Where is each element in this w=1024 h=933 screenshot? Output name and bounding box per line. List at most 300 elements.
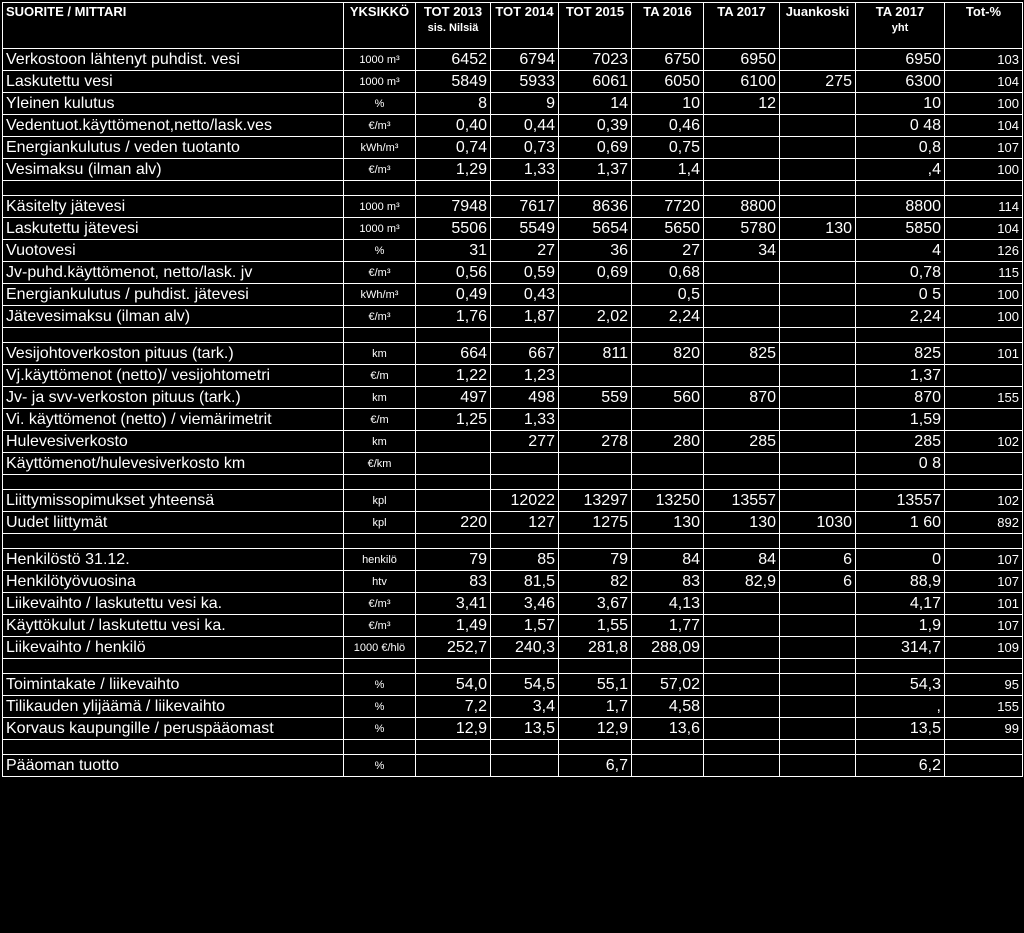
value-cell-ta2016: 1,4 bbox=[632, 159, 704, 181]
empty-cell bbox=[945, 740, 1023, 755]
value-cell-t2014: 12022 bbox=[491, 490, 559, 512]
empty-cell bbox=[945, 328, 1023, 343]
value-cell-totpct: 100 bbox=[945, 306, 1023, 328]
value-cell-ta2017 bbox=[704, 284, 780, 306]
value-cell-t2014: 240,3 bbox=[491, 637, 559, 659]
row-unit: htv bbox=[344, 571, 416, 593]
empty-cell bbox=[3, 534, 344, 549]
row-unit: kpl bbox=[344, 512, 416, 534]
value-cell-t2015: 1,55 bbox=[559, 615, 632, 637]
value-cell-t2014: 1,57 bbox=[491, 615, 559, 637]
value-cell-t2014: 1,33 bbox=[491, 409, 559, 431]
value-cell-juankoski: 1030 bbox=[780, 512, 856, 534]
row-unit: % bbox=[344, 240, 416, 262]
value-cell-totpct: 100 bbox=[945, 284, 1023, 306]
row-label: Henkilöstö 31.12. bbox=[3, 549, 344, 571]
value-cell-juankoski bbox=[780, 93, 856, 115]
row-unit: €/m bbox=[344, 365, 416, 387]
row-label: Liittymissopimukset yhteensä bbox=[3, 490, 344, 512]
value-cell-ta2017yht: 4,17 bbox=[856, 593, 945, 615]
row-unit: €/m³ bbox=[344, 115, 416, 137]
row-unit: % bbox=[344, 755, 416, 777]
value-cell-t2013: 252,7 bbox=[416, 637, 491, 659]
value-cell-ta2017: 825 bbox=[704, 343, 780, 365]
value-cell-ta2017 bbox=[704, 718, 780, 740]
value-cell-ta2017yht: 1,59 bbox=[856, 409, 945, 431]
empty-cell bbox=[945, 534, 1023, 549]
value-cell-t2013: 6452 bbox=[416, 49, 491, 71]
value-cell-t2015: 281,8 bbox=[559, 637, 632, 659]
value-cell-ta2017: 6100 bbox=[704, 71, 780, 93]
value-cell-juankoski bbox=[780, 284, 856, 306]
value-cell-ta2017: 5780 bbox=[704, 218, 780, 240]
value-cell-ta2017yht: , bbox=[856, 696, 945, 718]
value-cell-t2013: 31 bbox=[416, 240, 491, 262]
table-row bbox=[3, 409, 1023, 431]
value-cell-totpct: 104 bbox=[945, 115, 1023, 137]
row-unit: 1000 €/hlö bbox=[344, 637, 416, 659]
empty-cell bbox=[344, 328, 416, 343]
value-cell-t2015: 278 bbox=[559, 431, 632, 453]
value-cell-t2015: 14 bbox=[559, 93, 632, 115]
value-cell-juankoski bbox=[780, 615, 856, 637]
table-row bbox=[3, 343, 1023, 365]
empty-cell bbox=[704, 659, 780, 674]
value-cell-ta2016: 6050 bbox=[632, 71, 704, 93]
value-cell-t2013: 12,9 bbox=[416, 718, 491, 740]
value-cell-ta2016: 7720 bbox=[632, 196, 704, 218]
value-cell-t2013: 664 bbox=[416, 343, 491, 365]
value-cell-t2015: 6061 bbox=[559, 71, 632, 93]
table-row bbox=[3, 674, 1023, 696]
row-unit: kWh/m³ bbox=[344, 137, 416, 159]
value-cell-ta2017yht: 0 5 bbox=[856, 284, 945, 306]
value-cell-t2015: 79 bbox=[559, 549, 632, 571]
value-cell-ta2017yht: 10 bbox=[856, 93, 945, 115]
value-cell-ta2017yht: 1,37 bbox=[856, 365, 945, 387]
value-cell-t2013 bbox=[416, 490, 491, 512]
value-cell-t2014: 3,46 bbox=[491, 593, 559, 615]
row-unit: 1000 m³ bbox=[344, 71, 416, 93]
value-cell-totpct: 103 bbox=[945, 49, 1023, 71]
empty-cell bbox=[3, 181, 344, 196]
value-cell-juankoski bbox=[780, 718, 856, 740]
value-cell-juankoski bbox=[780, 490, 856, 512]
empty-cell bbox=[856, 328, 945, 343]
empty-cell bbox=[559, 659, 632, 674]
value-cell-t2015: 1275 bbox=[559, 512, 632, 534]
value-cell-t2015: 13297 bbox=[559, 490, 632, 512]
value-cell-totpct bbox=[945, 409, 1023, 431]
empty-cell bbox=[344, 181, 416, 196]
value-cell-t2014: 498 bbox=[491, 387, 559, 409]
value-cell-totpct: 101 bbox=[945, 343, 1023, 365]
value-cell-t2015 bbox=[559, 284, 632, 306]
value-cell-ta2017yht: 314,7 bbox=[856, 637, 945, 659]
value-cell-ta2016: 0,75 bbox=[632, 137, 704, 159]
value-cell-t2013: 7,2 bbox=[416, 696, 491, 718]
value-cell-totpct: 104 bbox=[945, 71, 1023, 93]
value-cell-ta2017yht: 0 8 bbox=[856, 453, 945, 475]
empty-cell bbox=[416, 534, 491, 549]
value-cell-ta2017yht: 1 60 bbox=[856, 512, 945, 534]
table-row bbox=[3, 306, 1023, 328]
value-cell-t2013: 83 bbox=[416, 571, 491, 593]
value-cell-t2014: 667 bbox=[491, 343, 559, 365]
value-cell-ta2017 bbox=[704, 674, 780, 696]
empty-cell bbox=[780, 740, 856, 755]
value-cell-ta2017yht: 88,9 bbox=[856, 571, 945, 593]
header-measure: SUORITE / MITTARI bbox=[3, 3, 344, 49]
empty-cell bbox=[856, 659, 945, 674]
value-cell-ta2017 bbox=[704, 409, 780, 431]
value-cell-totpct: 892 bbox=[945, 512, 1023, 534]
empty-cell bbox=[704, 534, 780, 549]
value-cell-ta2017: 8800 bbox=[704, 196, 780, 218]
row-label: Käsitelty jätevesi bbox=[3, 196, 344, 218]
value-cell-totpct: 126 bbox=[945, 240, 1023, 262]
empty-cell bbox=[632, 659, 704, 674]
row-label: Liikevaihto / laskutettu vesi ka. bbox=[3, 593, 344, 615]
value-cell-t2014 bbox=[491, 453, 559, 475]
value-cell-juankoski bbox=[780, 196, 856, 218]
value-cell-juankoski bbox=[780, 137, 856, 159]
row-label: Energiankulutus / puhdist. jätevesi bbox=[3, 284, 344, 306]
value-cell-ta2017 bbox=[704, 159, 780, 181]
table-row bbox=[3, 115, 1023, 137]
row-unit: % bbox=[344, 93, 416, 115]
table-row bbox=[3, 365, 1023, 387]
header-ta-2017: TA 2017 bbox=[704, 3, 780, 49]
value-cell-ta2017: 84 bbox=[704, 549, 780, 571]
row-label: Vesijohtoverkoston pituus (tark.) bbox=[3, 343, 344, 365]
value-cell-ta2017yht: 54,3 bbox=[856, 674, 945, 696]
value-cell-ta2016: 5650 bbox=[632, 218, 704, 240]
value-cell-ta2016: 2,24 bbox=[632, 306, 704, 328]
row-label: Käyttömenot/hulevesiverkosto km bbox=[3, 453, 344, 475]
value-cell-ta2016: 0,5 bbox=[632, 284, 704, 306]
row-label: Laskutettu jätevesi bbox=[3, 218, 344, 240]
row-label: Toimintakate / liikevaihto bbox=[3, 674, 344, 696]
value-cell-t2015: 1,7 bbox=[559, 696, 632, 718]
value-cell-ta2017 bbox=[704, 615, 780, 637]
empty-cell bbox=[491, 740, 559, 755]
value-cell-t2015: 0,69 bbox=[559, 137, 632, 159]
row-label: Energiankulutus / veden tuotanto bbox=[3, 137, 344, 159]
value-cell-ta2016: 13,6 bbox=[632, 718, 704, 740]
spacer-row bbox=[3, 475, 1023, 490]
value-cell-t2013: 5849 bbox=[416, 71, 491, 93]
value-cell-totpct: 100 bbox=[945, 93, 1023, 115]
row-label: Vuotovesi bbox=[3, 240, 344, 262]
value-cell-ta2017 bbox=[704, 453, 780, 475]
empty-cell bbox=[416, 475, 491, 490]
value-cell-t2015 bbox=[559, 365, 632, 387]
value-cell-t2015 bbox=[559, 453, 632, 475]
value-cell-juankoski: 130 bbox=[780, 218, 856, 240]
row-label: Laskutettu vesi bbox=[3, 71, 344, 93]
value-cell-t2015: 3,67 bbox=[559, 593, 632, 615]
table-row bbox=[3, 490, 1023, 512]
value-cell-juankoski bbox=[780, 755, 856, 777]
value-cell-t2015: 8636 bbox=[559, 196, 632, 218]
value-cell-totpct bbox=[945, 365, 1023, 387]
value-cell-ta2017yht: 6,2 bbox=[856, 755, 945, 777]
value-cell-ta2017 bbox=[704, 593, 780, 615]
row-unit: €/m³ bbox=[344, 262, 416, 284]
value-cell-t2015: 559 bbox=[559, 387, 632, 409]
value-cell-juankoski bbox=[780, 453, 856, 475]
row-label: Liikevaihto / henkilö bbox=[3, 637, 344, 659]
empty-cell bbox=[632, 740, 704, 755]
row-label: Vesimaksu (ilman alv) bbox=[3, 159, 344, 181]
value-cell-t2015: 6,7 bbox=[559, 755, 632, 777]
value-cell-ta2016: 4,58 bbox=[632, 696, 704, 718]
value-cell-t2014: 0,43 bbox=[491, 284, 559, 306]
value-cell-ta2017: 130 bbox=[704, 512, 780, 534]
value-cell-t2013: 54,0 bbox=[416, 674, 491, 696]
value-cell-ta2017: 82,9 bbox=[704, 571, 780, 593]
row-unit: % bbox=[344, 718, 416, 740]
row-label: Korvaus kaupungille / peruspääomast bbox=[3, 718, 344, 740]
value-cell-t2015: 811 bbox=[559, 343, 632, 365]
value-cell-ta2017 bbox=[704, 115, 780, 137]
value-cell-t2013 bbox=[416, 453, 491, 475]
value-cell-ta2016: 280 bbox=[632, 431, 704, 453]
row-label: Vj.käyttömenot (netto)/ vesijohtometri bbox=[3, 365, 344, 387]
value-cell-t2013: 7948 bbox=[416, 196, 491, 218]
value-cell-juankoski bbox=[780, 637, 856, 659]
table-row bbox=[3, 137, 1023, 159]
value-cell-t2013 bbox=[416, 431, 491, 453]
table-row bbox=[3, 93, 1023, 115]
empty-cell bbox=[491, 475, 559, 490]
value-cell-t2013: 220 bbox=[416, 512, 491, 534]
header-tot-pct: Tot-% bbox=[945, 3, 1023, 49]
value-cell-ta2017yht: 825 bbox=[856, 343, 945, 365]
row-unit: €/m³ bbox=[344, 306, 416, 328]
empty-cell bbox=[945, 475, 1023, 490]
empty-cell bbox=[344, 534, 416, 549]
value-cell-t2014: 81,5 bbox=[491, 571, 559, 593]
row-label: Yleinen kulutus bbox=[3, 93, 344, 115]
value-cell-t2015: 1,37 bbox=[559, 159, 632, 181]
value-cell-totpct: 100 bbox=[945, 159, 1023, 181]
value-cell-t2014: 9 bbox=[491, 93, 559, 115]
value-cell-ta2017yht: 870 bbox=[856, 387, 945, 409]
value-cell-juankoski: 275 bbox=[780, 71, 856, 93]
empty-cell bbox=[491, 328, 559, 343]
value-cell-ta2017yht: 0,8 bbox=[856, 137, 945, 159]
value-cell-ta2016: 4,13 bbox=[632, 593, 704, 615]
value-cell-t2013: 8 bbox=[416, 93, 491, 115]
kpi-table bbox=[2, 2, 1023, 777]
row-label: Vi. käyttömenot (netto) / viemärimetrit bbox=[3, 409, 344, 431]
value-cell-totpct: 101 bbox=[945, 593, 1023, 615]
value-cell-ta2017 bbox=[704, 637, 780, 659]
value-cell-t2015: 82 bbox=[559, 571, 632, 593]
row-unit: % bbox=[344, 674, 416, 696]
value-cell-totpct: 107 bbox=[945, 549, 1023, 571]
value-cell-ta2017yht: 6950 bbox=[856, 49, 945, 71]
value-cell-totpct bbox=[945, 453, 1023, 475]
value-cell-ta2016: 6750 bbox=[632, 49, 704, 71]
value-cell-t2013: 1,29 bbox=[416, 159, 491, 181]
table-row bbox=[3, 240, 1023, 262]
row-label: Tilikauden ylijäämä / liikevaihto bbox=[3, 696, 344, 718]
value-cell-juankoski bbox=[780, 593, 856, 615]
row-unit: €/km bbox=[344, 453, 416, 475]
row-unit: km bbox=[344, 343, 416, 365]
row-label: Hulevesiverkosto bbox=[3, 431, 344, 453]
value-cell-t2014: 0,59 bbox=[491, 262, 559, 284]
value-cell-totpct: 95 bbox=[945, 674, 1023, 696]
row-unit: €/m bbox=[344, 409, 416, 431]
value-cell-juankoski bbox=[780, 159, 856, 181]
value-cell-totpct: 104 bbox=[945, 218, 1023, 240]
value-cell-ta2017yht: 2,24 bbox=[856, 306, 945, 328]
value-cell-ta2017 bbox=[704, 137, 780, 159]
value-cell-ta2016 bbox=[632, 409, 704, 431]
table-row bbox=[3, 262, 1023, 284]
row-label: Jätevesimaksu (ilman alv) bbox=[3, 306, 344, 328]
value-cell-ta2017yht: 4 bbox=[856, 240, 945, 262]
value-cell-juankoski bbox=[780, 674, 856, 696]
value-cell-ta2016: 27 bbox=[632, 240, 704, 262]
value-cell-t2015: 0,69 bbox=[559, 262, 632, 284]
empty-cell bbox=[704, 328, 780, 343]
value-cell-ta2016: 0,68 bbox=[632, 262, 704, 284]
value-cell-ta2016: 84 bbox=[632, 549, 704, 571]
empty-cell bbox=[704, 740, 780, 755]
value-cell-ta2017yht: ,4 bbox=[856, 159, 945, 181]
value-cell-juankoski bbox=[780, 262, 856, 284]
empty-cell bbox=[856, 534, 945, 549]
table-row bbox=[3, 159, 1023, 181]
table-row bbox=[3, 512, 1023, 534]
value-cell-totpct: 115 bbox=[945, 262, 1023, 284]
row-label: Jv-puhd.käyttömenot, netto/lask. jv bbox=[3, 262, 344, 284]
value-cell-ta2016: 10 bbox=[632, 93, 704, 115]
value-cell-totpct: 107 bbox=[945, 571, 1023, 593]
value-cell-ta2016: 0,46 bbox=[632, 115, 704, 137]
empty-cell bbox=[3, 740, 344, 755]
value-cell-totpct: 155 bbox=[945, 387, 1023, 409]
value-cell-t2013: 497 bbox=[416, 387, 491, 409]
value-cell-t2013: 1,49 bbox=[416, 615, 491, 637]
value-cell-ta2017yht: 0 bbox=[856, 549, 945, 571]
row-unit: km bbox=[344, 387, 416, 409]
value-cell-totpct: 102 bbox=[945, 431, 1023, 453]
empty-cell bbox=[632, 475, 704, 490]
value-cell-t2013: 3,41 bbox=[416, 593, 491, 615]
value-cell-totpct: 107 bbox=[945, 137, 1023, 159]
value-cell-ta2017: 13557 bbox=[704, 490, 780, 512]
row-unit: €/m³ bbox=[344, 615, 416, 637]
value-cell-ta2017yht: 8800 bbox=[856, 196, 945, 218]
spacer-row bbox=[3, 659, 1023, 674]
value-cell-juankoski: 6 bbox=[780, 571, 856, 593]
row-unit: 1000 m³ bbox=[344, 196, 416, 218]
value-cell-totpct: 109 bbox=[945, 637, 1023, 659]
value-cell-ta2016 bbox=[632, 365, 704, 387]
value-cell-ta2016: 288,09 bbox=[632, 637, 704, 659]
value-cell-ta2017: 870 bbox=[704, 387, 780, 409]
empty-cell bbox=[344, 740, 416, 755]
header-row bbox=[3, 3, 1023, 49]
empty-cell bbox=[704, 181, 780, 196]
value-cell-ta2017yht: 6300 bbox=[856, 71, 945, 93]
value-cell-ta2017 bbox=[704, 262, 780, 284]
row-unit: 1000 m³ bbox=[344, 218, 416, 240]
empty-cell bbox=[491, 181, 559, 196]
row-unit: €/m³ bbox=[344, 593, 416, 615]
value-cell-totpct: 114 bbox=[945, 196, 1023, 218]
empty-cell bbox=[632, 534, 704, 549]
value-cell-ta2017 bbox=[704, 696, 780, 718]
empty-cell bbox=[856, 475, 945, 490]
value-cell-t2014 bbox=[491, 755, 559, 777]
table-row bbox=[3, 718, 1023, 740]
table-row bbox=[3, 549, 1023, 571]
header-tot-2014: TOT 2014 bbox=[491, 3, 559, 49]
value-cell-ta2016: 820 bbox=[632, 343, 704, 365]
table-row bbox=[3, 453, 1023, 475]
value-cell-t2014: 1,33 bbox=[491, 159, 559, 181]
row-unit: kpl bbox=[344, 490, 416, 512]
value-cell-juankoski bbox=[780, 431, 856, 453]
value-cell-ta2016: 13250 bbox=[632, 490, 704, 512]
header-juankoski: Juankoski bbox=[780, 3, 856, 49]
value-cell-t2013: 0,56 bbox=[416, 262, 491, 284]
empty-cell bbox=[3, 659, 344, 674]
value-cell-ta2016 bbox=[632, 755, 704, 777]
value-cell-t2014: 7617 bbox=[491, 196, 559, 218]
empty-cell bbox=[559, 328, 632, 343]
table-row bbox=[3, 218, 1023, 240]
row-unit: km bbox=[344, 431, 416, 453]
value-cell-ta2017yht: 0 48 bbox=[856, 115, 945, 137]
empty-cell bbox=[416, 181, 491, 196]
row-label: Käyttökulut / laskutettu vesi ka. bbox=[3, 615, 344, 637]
header-ta-2016: TA 2016 bbox=[632, 3, 704, 49]
value-cell-ta2017: 6950 bbox=[704, 49, 780, 71]
value-cell-t2015 bbox=[559, 409, 632, 431]
value-cell-t2013: 0,49 bbox=[416, 284, 491, 306]
value-cell-t2013: 1,22 bbox=[416, 365, 491, 387]
spacer-row bbox=[3, 328, 1023, 343]
table-row bbox=[3, 593, 1023, 615]
empty-cell bbox=[856, 181, 945, 196]
value-cell-ta2017 bbox=[704, 755, 780, 777]
value-cell-t2014: 27 bbox=[491, 240, 559, 262]
value-cell-ta2017yht: 5850 bbox=[856, 218, 945, 240]
value-cell-ta2017: 34 bbox=[704, 240, 780, 262]
value-cell-ta2016 bbox=[632, 453, 704, 475]
value-cell-totpct: 107 bbox=[945, 615, 1023, 637]
value-cell-juankoski bbox=[780, 387, 856, 409]
value-cell-ta2017yht: 1,9 bbox=[856, 615, 945, 637]
value-cell-t2013 bbox=[416, 755, 491, 777]
value-cell-ta2017: 12 bbox=[704, 93, 780, 115]
empty-cell bbox=[491, 534, 559, 549]
value-cell-juankoski bbox=[780, 306, 856, 328]
empty-cell bbox=[416, 328, 491, 343]
value-cell-t2013: 0,74 bbox=[416, 137, 491, 159]
spacer-row bbox=[3, 740, 1023, 755]
table-body bbox=[3, 49, 1023, 777]
empty-cell bbox=[780, 181, 856, 196]
